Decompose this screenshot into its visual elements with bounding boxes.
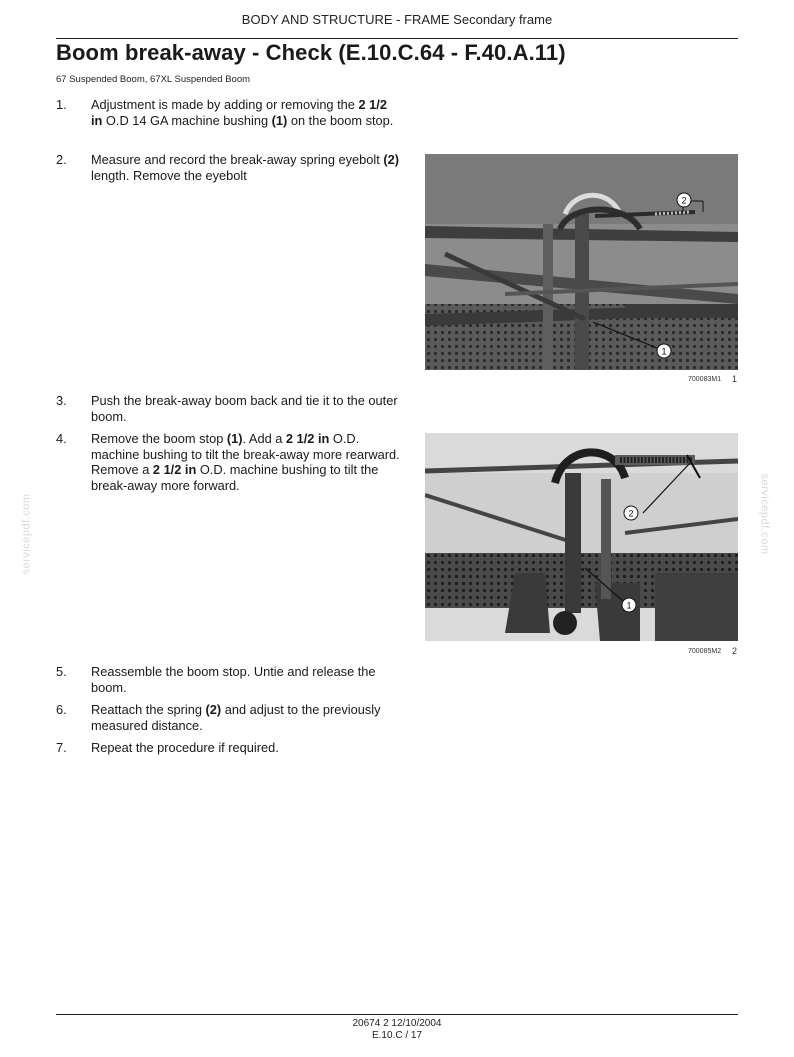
boom-photo-illustration [425,154,738,370]
svg-text:1: 1 [661,346,667,357]
step-text: Repeat the procedure if required. [91,740,279,755]
callout-2 [677,193,691,207]
figure-1-number: 1 [732,374,738,384]
figure-2-photo [425,433,738,641]
header-rule [56,38,738,39]
step-text: Push the break-away boom back and tie it to the outer boom. [91,393,398,424]
page-title: Boom break-away - Check (E.10.C.64 - F.40.A.11) [56,40,566,65]
step-number: 2. [56,152,67,167]
boom-photo-illustration [425,433,738,641]
step-6 [56,702,401,734]
callout-1 [657,344,671,358]
step-text: Adjustment is made by adding or removing the 2 1/2 in O.D 14 GA machine bushing (1) on the boom stop. [91,97,394,128]
callout-1 [622,598,636,612]
figure-1-code: 700083M1 [688,376,722,383]
watermark-left: servicepdf.com [20,493,33,575]
step-number: 4. [56,431,67,446]
svg-text:2: 2 [681,195,687,206]
figure-2-number: 2 [732,646,738,656]
step-text: Remove the boom stop (1). Add a 2 1/2 in O.D. machine bushing to tilt the break-away more rearward. Remove a 2 1/2 in O.D. machine bushing to tilt the break-away more forward. [91,431,400,493]
step-text: Reattach the spring (2) and adjust to the previously measured distance. [91,702,381,733]
svg-text:1: 1 [626,600,632,611]
watermark-right: servicepdf.com [758,473,771,555]
step-number: 3. [56,393,67,408]
step-2 [56,152,401,184]
step-text: Measure and record the break-away spring eyebolt (2) length. Remove the eyebolt [91,152,399,183]
step-text: Reassemble the boom stop. Untie and release the boom. [91,664,376,695]
step-number: 1. [56,97,67,112]
figure-2-code: 700085M2 [688,648,722,655]
step-number: 5. [56,664,67,679]
footer-document-info: 20674 2 12/10/2004 [352,1018,442,1029]
svg-text:2: 2 [628,508,634,519]
step-7 [56,740,401,756]
applicability-note: 67 Suspended Boom, 67XL Suspended Boom [56,74,251,85]
step-3 [56,393,401,425]
figure-1-photo [425,154,738,370]
step-4 [56,431,401,495]
step-number: 7. [56,740,67,755]
step-5 [56,664,401,696]
step-1 [56,97,401,145]
step-number: 6. [56,702,67,717]
footer-page-number: E.10.C / 17 [371,1030,423,1041]
callout-2 [624,506,638,520]
running-header: BODY AND STRUCTURE - FRAME Secondary frame [241,12,553,27]
footer-rule [56,1014,738,1015]
